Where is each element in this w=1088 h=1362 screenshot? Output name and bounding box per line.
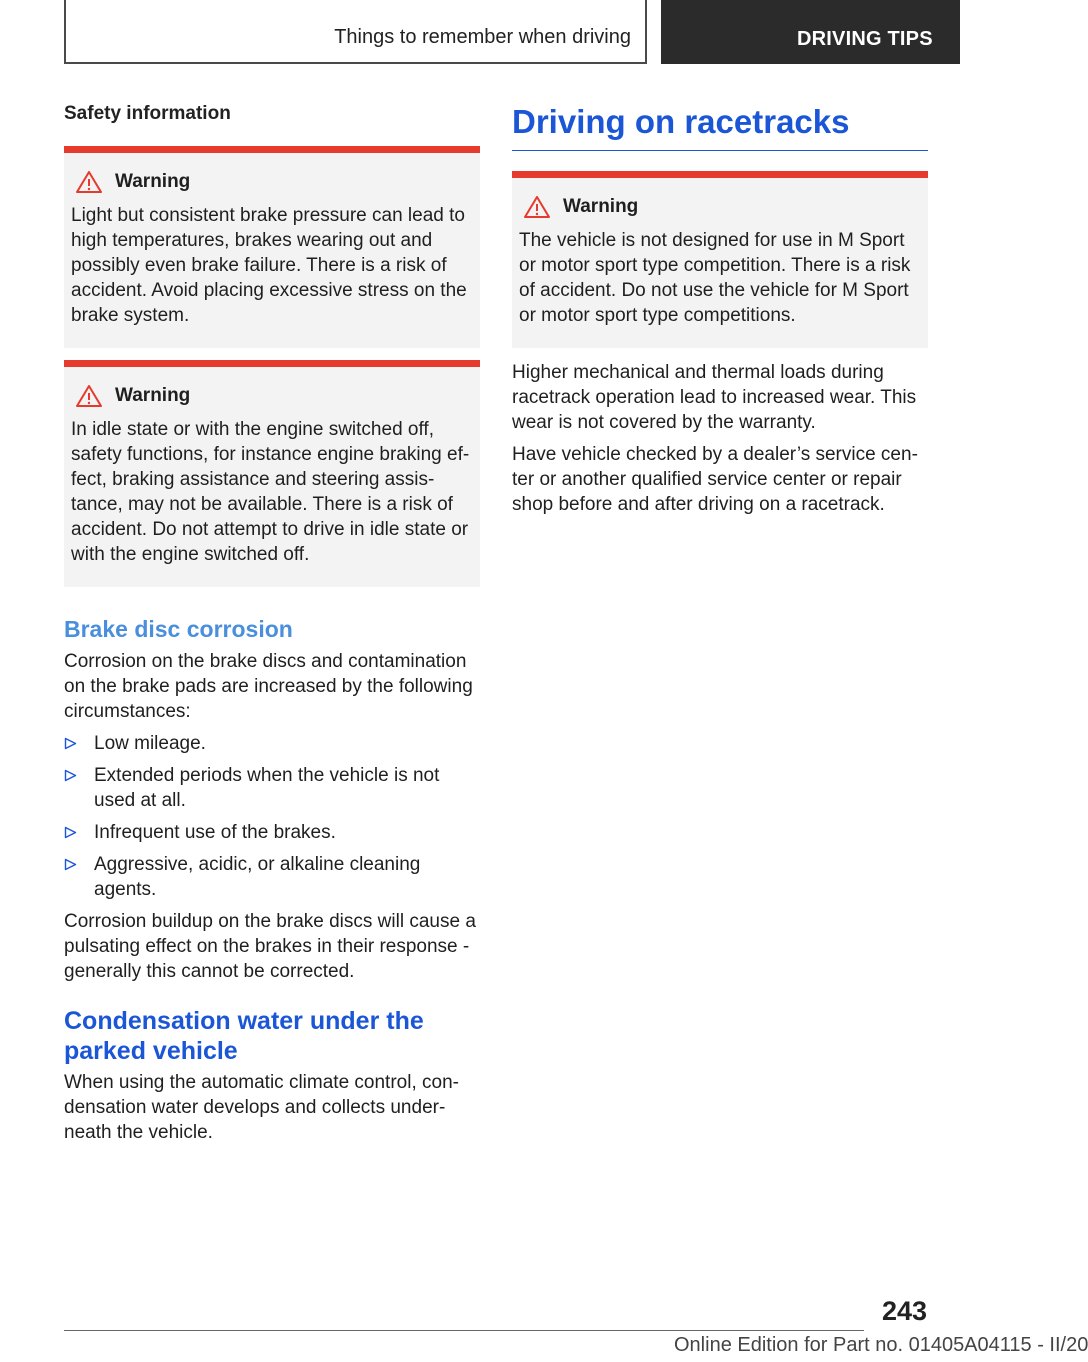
warning-title-text: Warning — [115, 385, 191, 406]
triangle-bullet-icon — [64, 737, 77, 750]
warning-text: The vehicle is not designed for use in M Sport or motor sport type competition. There is a risk of accident. Do not use the vehicle for M Sport or motor sport type competitions. — [519, 230, 911, 326]
warning-title-text: Warning — [563, 196, 639, 217]
warning-box-idle-state — [64, 360, 480, 587]
header-section-title: Things to remember when driving — [334, 26, 631, 48]
triangle-bullet-icon — [64, 826, 77, 839]
page-number: 243 — [881, 1296, 927, 1326]
brake-disc-corrosion-heading: Brake disc corrosion — [64, 616, 293, 642]
right-column — [512, 102, 928, 524]
triangle-bullet-icon — [64, 858, 77, 871]
footer-edition: Online Edition for Part no. 01405A04115 - II/20 — [674, 1334, 1088, 1356]
left-column — [64, 102, 480, 1152]
warning-triangle-icon — [523, 195, 551, 219]
header-section-box — [64, 0, 647, 64]
brake-disc-outro: Corrosion buildup on the brake discs will cause a pulsating effect on the brakes in their response - generally this cannot be corrected. — [64, 911, 476, 982]
list-item-text: Aggressive, acidic, or alkaline cleaning agents. — [94, 854, 421, 900]
list-item — [64, 852, 480, 902]
warning-title — [519, 194, 921, 220]
warning-box-motor-sport — [512, 171, 928, 348]
warning-box-brake-pressure — [64, 146, 480, 348]
warning-title-text: Warning — [115, 171, 191, 192]
list-item — [64, 731, 480, 756]
header-chapter-title: DRIVING TIPS — [797, 28, 933, 50]
condensation-heading: Condensation water under the parked vehicle — [64, 1007, 424, 1065]
warning-triangle-icon — [75, 384, 103, 408]
footer-divider — [64, 1330, 864, 1331]
list-item-text: Infrequent use of the brakes. — [94, 822, 336, 843]
warning-title — [71, 383, 473, 409]
warning-text: In idle state or with the engine switched off, safety functions, for instance engine braking ef‐ fect, braking assistance and steering assis‐ tance, may not be available. There is a risk of accident. Do not attempt to drive in idle state or with the engine switched off. — [71, 419, 470, 565]
list-item — [64, 763, 480, 813]
warning-triangle-icon — [75, 170, 103, 194]
list-item-text: Low mileage. — [94, 733, 206, 754]
list-item — [64, 820, 480, 845]
warning-title — [71, 169, 473, 195]
condensation-text: When using the automatic climate control, con‐ densation water develops and collects under‐ neath the vehicle. — [64, 1072, 459, 1143]
brake-disc-intro: Corrosion on the brake discs and contamination on the brake pads are increased by the following circumstances: — [64, 651, 473, 722]
triangle-bullet-icon — [64, 769, 77, 782]
racetrack-service-paragraph: Have vehicle checked by a dealer’s service cen‐ ter or another qualified service center or repair shop before and after driving on a racetrack. — [512, 444, 918, 515]
driving-on-racetracks-title: Driving on racetracks — [512, 102, 928, 151]
safety-information-subhead: Safety information — [64, 103, 231, 124]
racetrack-loads-paragraph: Higher mechanical and thermal loads during racetrack operation lead to increased wear. This wear is not covered by the warranty. — [512, 362, 917, 433]
circumstances-list — [64, 731, 480, 902]
warning-text: Light but consistent brake pressure can lead to high temperatures, brakes wearing out and possibly even brake failure. There is a risk of accident. Avoid placing excessive stress on the brake system. — [71, 205, 467, 326]
list-item-text: Extended periods when the vehicle is not used at all. — [94, 765, 440, 811]
